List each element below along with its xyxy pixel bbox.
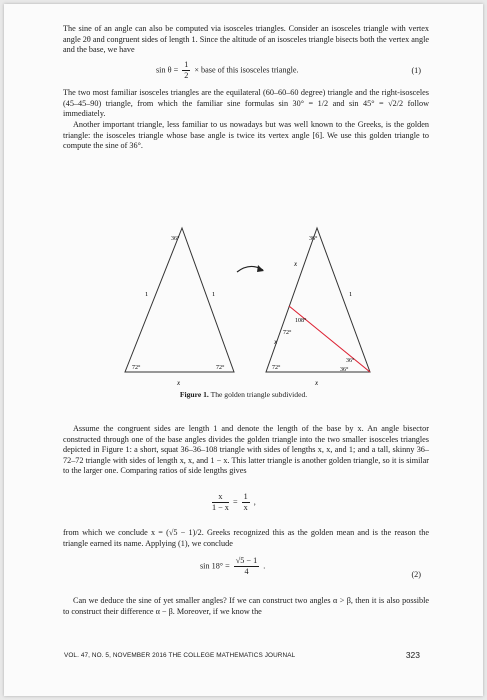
eq1-denominator: 2 [184,71,189,80]
eq1-numerator: 1 [184,60,189,69]
ratio-fraction-1 [212,492,229,513]
left-triangle [125,228,234,372]
right-triangle [266,228,370,372]
paragraph-intro: The sine of an angle can also be computed via isosceles triangles. Consider an isosceles triangle with vertex angle 2θ and congruent sides of length 1. Since the altitude of an isosceles triangle bisects both the vertex angle and the base, we have [63,24,429,55]
right-apex-label: 36° [309,236,318,242]
paragraph-smaller-angles: Can we deduce the sine of yet smaller angles? If we can construct two angles α > β, then it is also possible to construct their difference α − β. Moreover, if we know the [63,596,429,616]
ratio-den-1: 1 − x [212,503,229,512]
left-base-label: x [177,379,181,387]
equation-ratio [210,492,256,513]
right-mid-angle-72: 72° [283,330,292,336]
left-apex-label: 36° [171,236,180,242]
eq1-rhs: × base of this isosceles triangle. [194,65,299,75]
right-side-label: 1 [349,291,353,298]
eq2-numerator: √5 − 1 [235,556,258,565]
right-base-label: x [315,379,319,387]
eq2-number: (2) [411,570,421,579]
paragraph-golden-triangle: Another important triangle, less familiar to us nowadays but was well known to the Greeks, is the golden triangle: the isosceles triangle whose base angle is twice its vertex angle [6]. We use this golden triangle to compute the sine of 36°. [63,120,429,151]
paragraph-derivation: Assume the congruent sides are length 1 and denote the length of the base by x. An angle bisector constructed through one of the base angles divides the golden triangle into the two smaller isosceles triangles depicted in Figure 1: a short, squat 36–36–108 triangle with sides of lengths x, x, and 1; and a tall, skinny 36–72–72 triangle with sides of length x, x, and 1 − x. This latter triangle is another golden triangle, so it is similar to the larger one. Comparing ratios of side lengths gives [63,424,429,476]
page-number: 323 [405,650,420,660]
equation-2 [200,556,265,577]
figure-caption [4,390,483,399]
right-mid-angle-108: 108° [295,318,307,324]
right-side-upper-label: x [294,260,298,268]
ratio-den-2: x [243,503,248,512]
figure-golden-triangle [4,4,483,424]
ratio-num-2: 1 [243,492,248,501]
left-base-angle-left: 72° [132,365,141,371]
ratio-end: , [253,497,256,507]
arrow-head [257,265,264,272]
right-base-angle-left: 72° [272,365,281,371]
eq2-denominator: 4 [244,567,249,576]
figure-caption-text: The golden triangle subdivided. [210,390,308,399]
ratio-fraction-2 [242,492,250,513]
ratio-equals: = [232,497,238,507]
journal-footer: VOL. 47, NO. 5, NOVEMBER 2016 THE COLLEGE MATHEMATICS JOURNAL [64,652,296,659]
paragraph-golden-mean: from which we conclude x = (√5 − 1)/2. Greeks recognized this as the golden mean and is the reason the triangle earned its name. Applying (1), we conclude [63,528,429,548]
eq2-end: . [263,561,266,571]
eq2-fraction [234,556,259,577]
left-base-angle-right: 72° [216,365,225,371]
left-side-label-left: 1 [145,291,149,298]
right-corner-angle-1: 36° [346,358,355,364]
eq2-lhs: sin 18° = [200,561,230,571]
right-corner-angle-2: 36° [340,367,349,373]
eq1-number: (1) [411,66,421,75]
paragraph-familiar-triangles: The two most familiar isosceles triangles are the equilateral (60–60–60 degree) triangle and the right-isosceles (45–45–90) triangle, from which the familiar sine formulas sin 30° = 1/2 and sin 45° = √2/2 follow immediately. [63,88,429,119]
left-side-label-right: 1 [212,291,216,298]
eq1-lhs: sin θ = [156,65,179,75]
ratio-num-1: x [212,492,229,503]
right-lower-side-label: x [274,338,278,346]
journal-page [4,4,483,696]
figure-caption-label: Figure 1. [179,390,209,399]
